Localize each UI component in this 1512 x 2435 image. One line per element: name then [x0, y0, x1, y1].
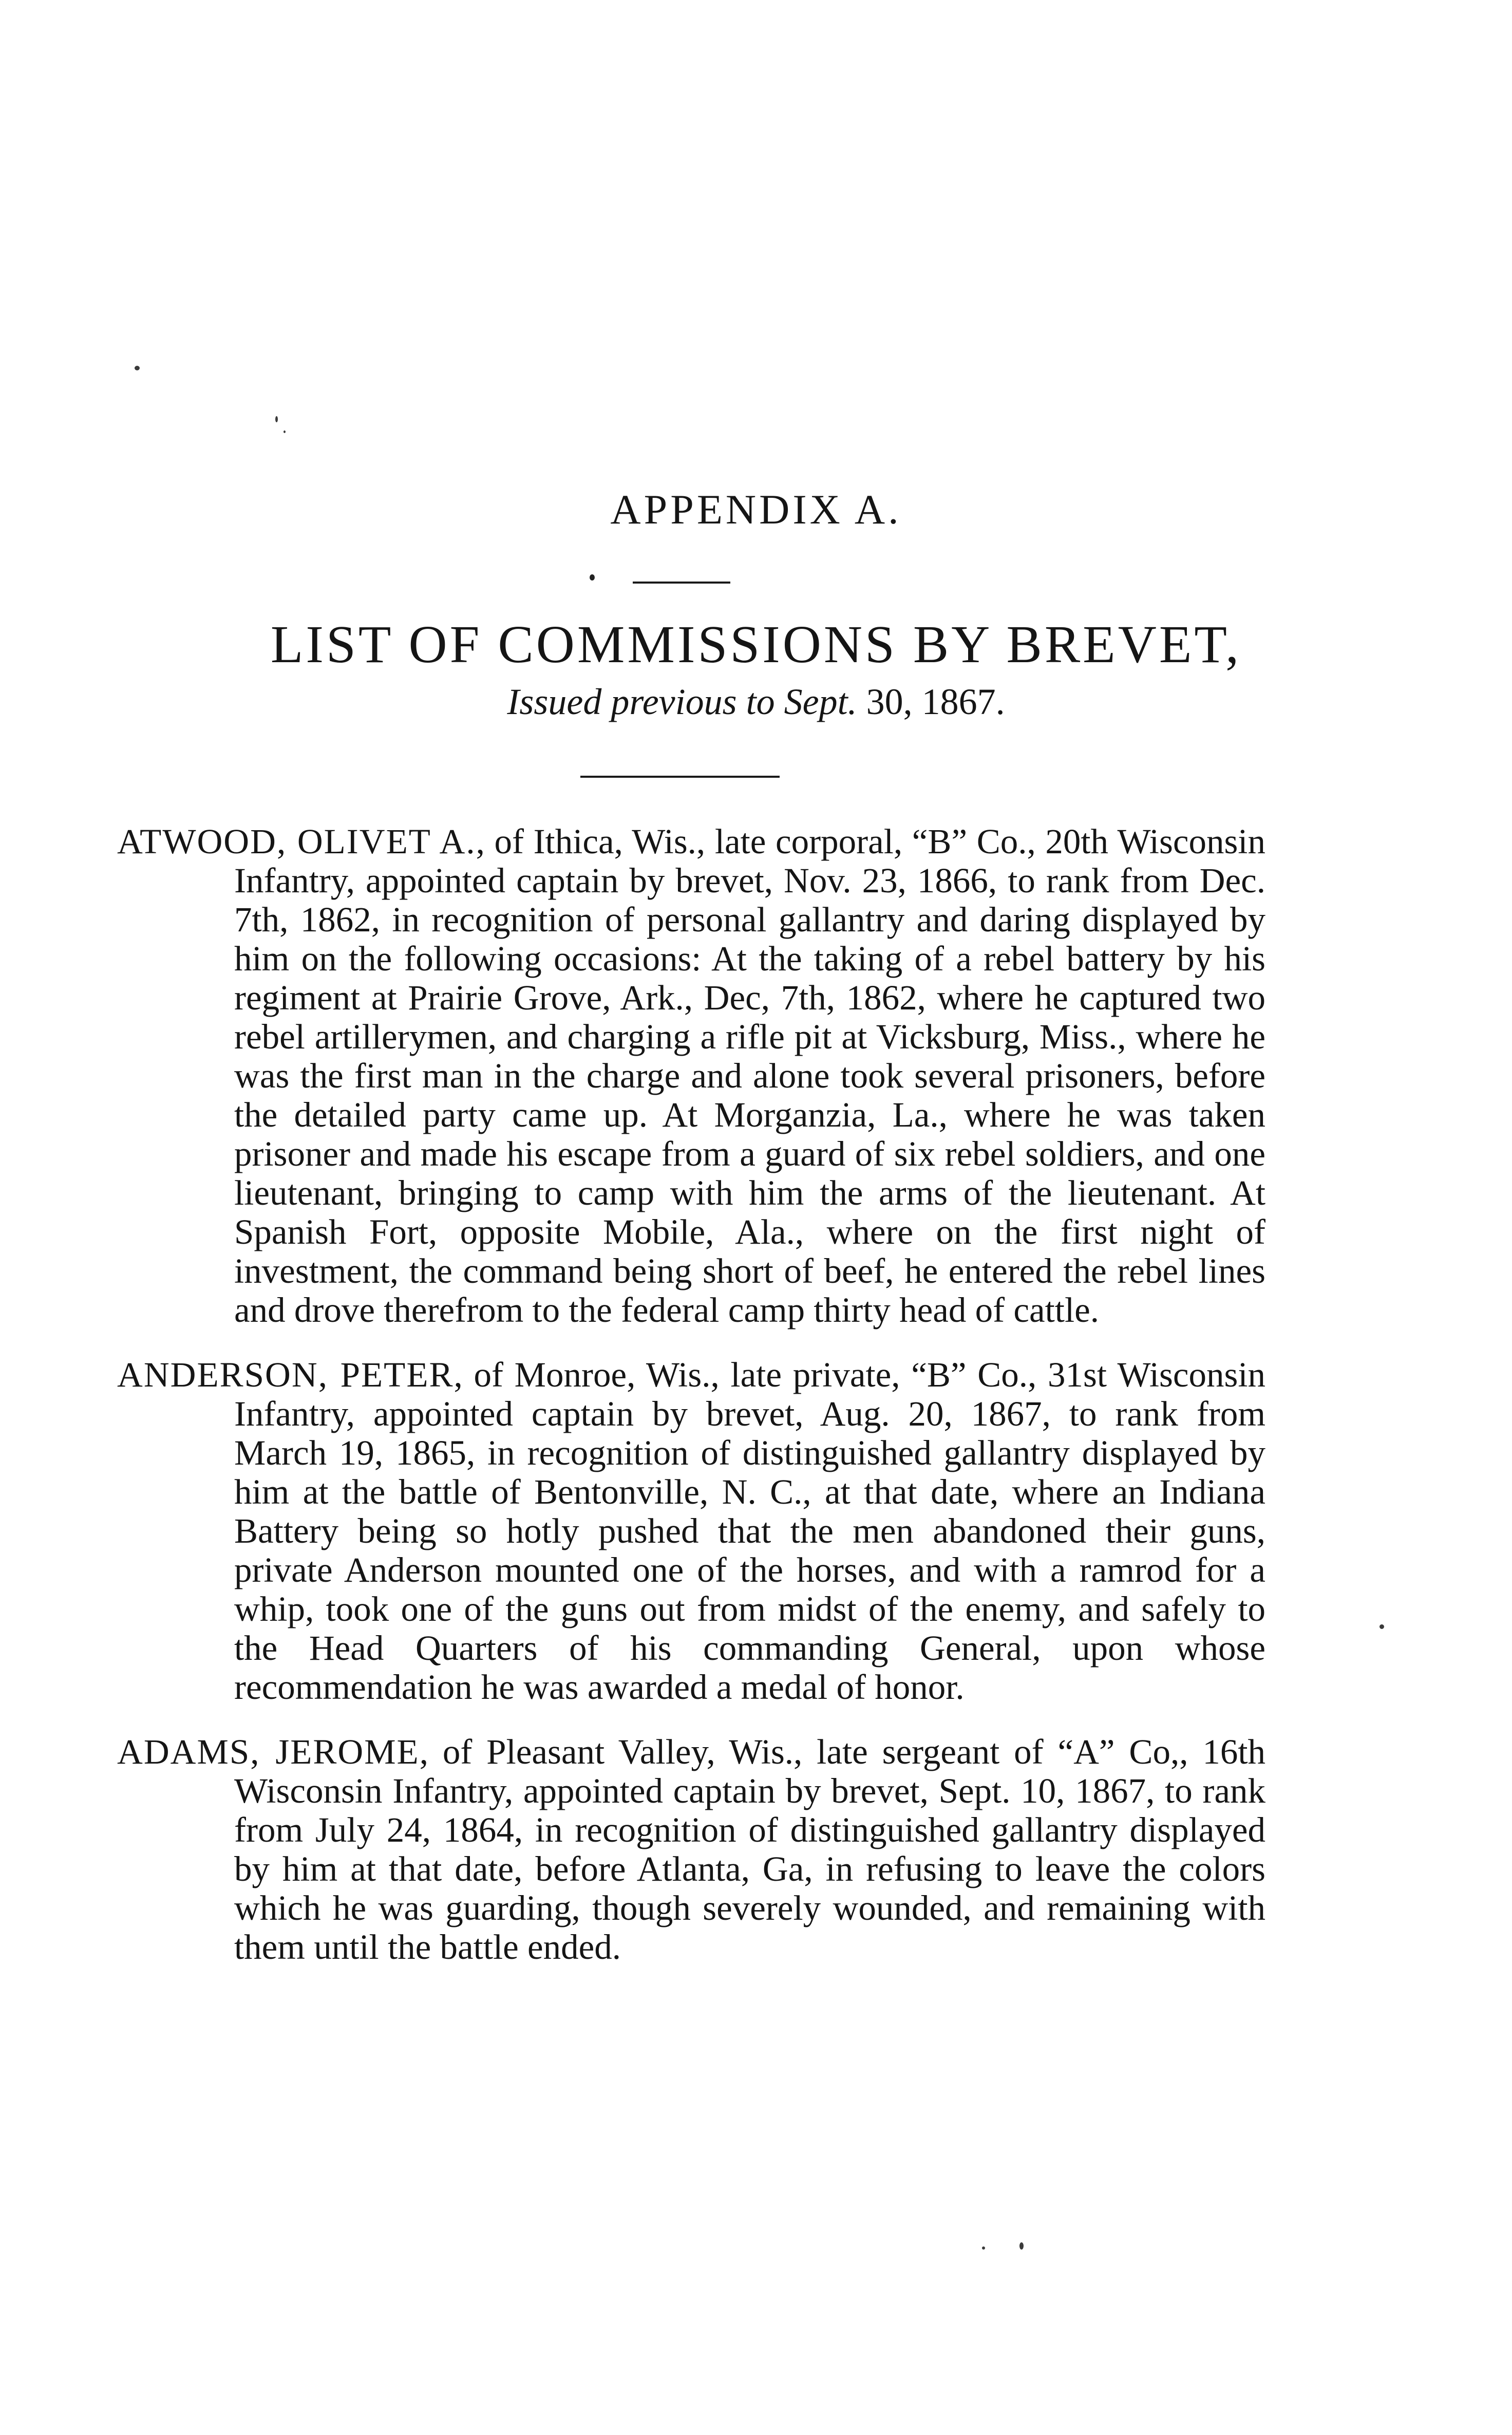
- entry-name: ADAMS, JEROME: [117, 1732, 420, 1771]
- scan-speck: [982, 2246, 985, 2250]
- subtitle: [0, 681, 1512, 723]
- list-item: [117, 1355, 1265, 1707]
- scan-speck: [284, 430, 286, 433]
- heading-rule: [633, 582, 730, 584]
- subtitle-italic: Issued previous to Sept.: [507, 681, 857, 722]
- entry-text: , of Pleasant Valley, Wis., late sergeant of “A” Co,, 16th Wisconsin Infantry, appointed captain by brevet, Sept. 10, 1867, to rank from July 24, 1864, in recognition of distinguished gallantry displayed by him at that date, before Atlanta, Ga, in refusing to leave the colors which he was guarding, though severely wounded, and remaining with them until the battle ended.: [234, 1732, 1265, 1966]
- entry-text: , of Monroe, Wis., late private, “B” Co., 31st Wisconsin Infantry, appointed captain by brevet, Aug. 20, 1867, to rank from March 19, 1865, in recognition of distinguished gallantry displayed by him at the battle of Bentonville, N. C., at that date, where an Indiana Battery being so hotly pushed that the men abandoned their guns, private Anderson mounted one of the horses, and with a ramrod for a whip, took one of the guns out from midst of the enemy, and safely to the Head Quarters of his commanding General, upon whose recommendation he was awarded a medal of honor.: [234, 1355, 1265, 1707]
- list-title: LIST OF COMMISSIONS BY BREVET,: [270, 615, 1242, 674]
- scan-speck: [1379, 1624, 1384, 1629]
- subtitle-date: 30, 1867.: [866, 681, 1005, 722]
- scan-speck: [1019, 2242, 1024, 2250]
- list-item: [117, 1732, 1265, 1966]
- scan-speck: [135, 366, 140, 370]
- section-rule: [580, 776, 780, 778]
- entry-text: , of Ithica, Wis., late corporal, “B” Co., 20th Wisconsin Infantry, appointed captain by brevet, Nov. 23, 1866, to rank from Dec. 7th, 1862, in recognition of personal gallantry and daring displayed by him on the following occasions: At the taking of a rebel battery by his regiment at Prairie Grove, Ark., Dec, 7th, 1862, where he captured two rebel artillerymen, and charging a rifle pit at Vicksburg, Miss., where he was the first man in the charge and alone took several prisoners, before the detailed party came up. At Morganzia, La., where he was taken prisoner and made his escape from a guard of six rebel soldiers, and one lieutenant, bringing to camp with him the arms of the lieutenant. At Spanish Fort, opposite Mobile, Ala., where on the first night of investment, the command being short of beef, he entered the rebel lines and drove therefrom to the federal camp thirty head of cattle.: [234, 822, 1265, 1329]
- entry-name: ANDERSON, PETER: [117, 1355, 454, 1394]
- appendix-heading: APPENDIX A.: [610, 486, 902, 533]
- scan-speck: [275, 416, 278, 422]
- list-item: [117, 822, 1265, 1329]
- ornament-dot: [590, 574, 595, 580]
- commission-list: [117, 822, 1265, 1992]
- entry-name: ATWOOD, OLIVET A.: [117, 822, 476, 861]
